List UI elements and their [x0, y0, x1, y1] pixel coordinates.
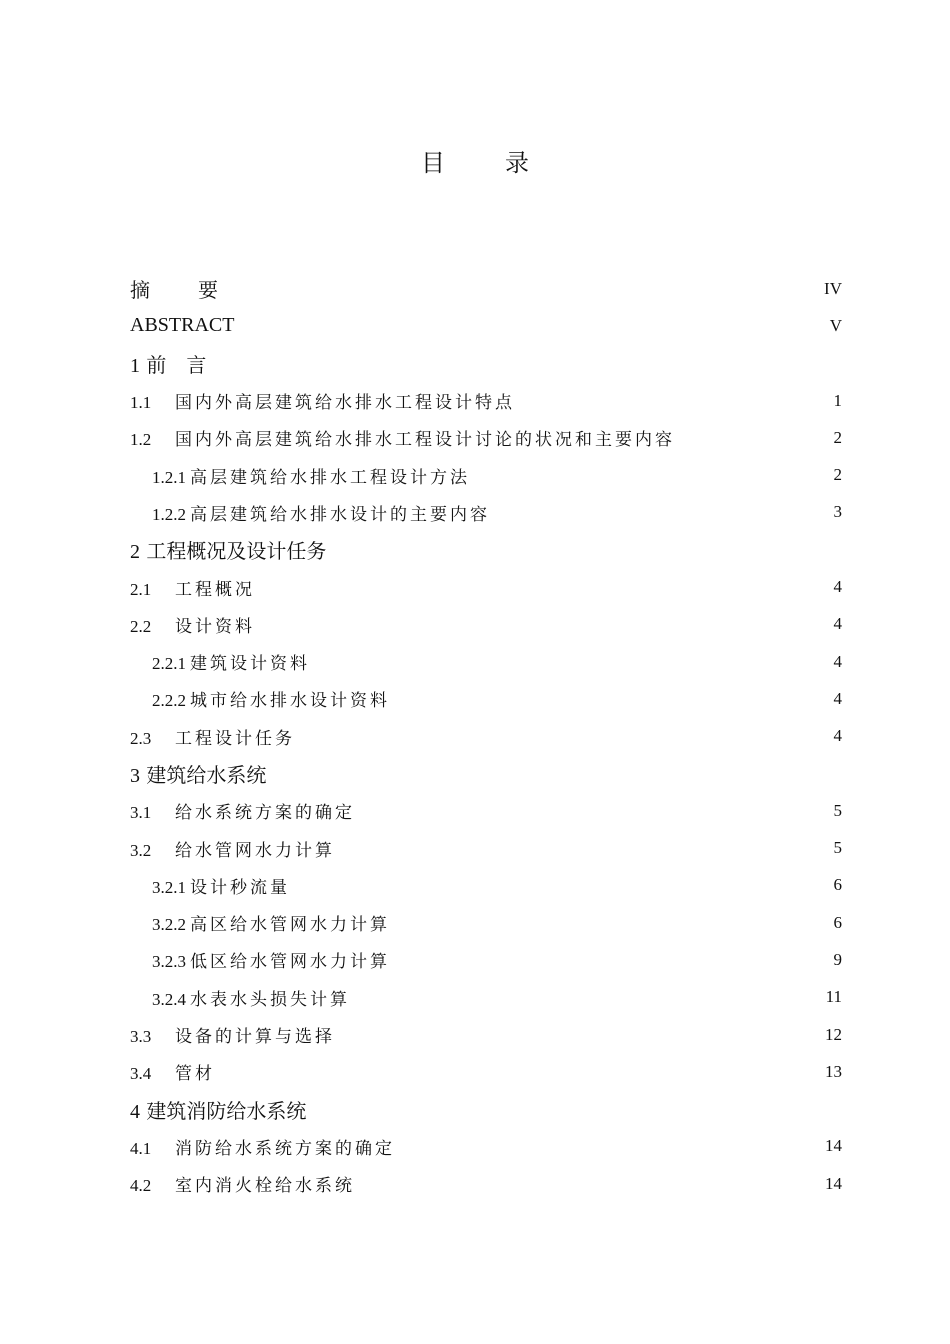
toc-entry-label: 管材	[175, 1064, 215, 1085]
toc-entry[interactable]	[130, 345, 842, 382]
toc-entry-title	[130, 1134, 395, 1159]
toc-entry-title	[130, 1171, 355, 1196]
toc-entry-page: 4	[833, 651, 842, 671]
toc-entry-label: 工程概况	[175, 579, 255, 600]
toc-entry-page: 5	[833, 800, 842, 820]
toc-entry[interactable]	[130, 829, 842, 866]
toc-entry[interactable]	[130, 494, 842, 531]
toc-entry-title	[130, 314, 234, 337]
toc-entry-label: 消防给水系统方案的确定	[175, 1138, 395, 1159]
toc-entry-page: IV	[824, 278, 842, 298]
toc-entry-label: 设计秒流量	[190, 877, 290, 898]
toc-entry-title	[130, 1022, 335, 1047]
page-title-char-1: 目	[421, 149, 445, 177]
toc-entry-number: 3.2.2	[152, 915, 186, 935]
toc-entry-label: 设计资料	[175, 616, 255, 637]
toc-entry-title	[130, 759, 266, 788]
toc-entry-page: 12	[825, 1024, 842, 1044]
toc-entry-title	[152, 463, 470, 488]
toc-entry-label: 建筑设计资料	[190, 654, 310, 675]
toc-entry-page: 1	[833, 390, 842, 410]
toc-entry[interactable]	[130, 979, 842, 1016]
toc-entry-label: ABSTRACT	[130, 314, 235, 337]
toc-entry-label: 高区给水管网水力计算	[190, 915, 390, 936]
toc-entry-page: 9	[833, 949, 842, 969]
toc-entry-title	[152, 985, 350, 1010]
toc-entry[interactable]	[130, 419, 842, 456]
toc-entry-label: 给水管网水力计算	[175, 840, 335, 861]
toc-entry-page: 3	[833, 502, 842, 522]
toc-entry[interactable]	[130, 1091, 842, 1128]
toc-entry-number: 2.1	[130, 579, 152, 599]
toc-entry-number: 3.2.3	[152, 952, 186, 972]
toc-entry-page: 4	[833, 726, 842, 746]
toc-entry[interactable]	[130, 270, 842, 307]
toc-entry-number: 4	[130, 1100, 140, 1123]
toc-entry-page: 2	[833, 427, 842, 447]
toc-entry-title	[130, 274, 232, 303]
toc-entry-page: 4	[833, 688, 842, 708]
toc-entry-title	[152, 649, 310, 674]
toc-entry-label: 室内消火栓给水系统	[175, 1176, 355, 1197]
toc-entry-page: 4	[833, 614, 842, 634]
toc-entry-title	[130, 724, 295, 749]
toc-entry-title	[130, 1059, 215, 1084]
toc-entry-number: 4.2	[130, 1176, 152, 1196]
toc-entry-title	[152, 686, 390, 711]
toc-entry-title	[130, 425, 675, 450]
toc-entry-label: 高层建筑给水排水工程设计方法	[190, 467, 470, 488]
toc-entry-label: 水表水头损失计算	[190, 989, 350, 1010]
toc-entry-number: 3.2.1	[152, 877, 186, 897]
toc-entry-title	[130, 388, 515, 413]
toc-entry-number: 2.2	[130, 616, 152, 636]
toc-entry[interactable]	[130, 792, 842, 829]
toc-entry-number: 1.2	[130, 430, 152, 450]
toc-entry-page: 6	[833, 875, 842, 895]
toc-entry-number: 4.1	[130, 1138, 152, 1158]
toc-entry-label: 工程设计任务	[175, 728, 295, 749]
toc-entry[interactable]	[130, 680, 842, 717]
page-title-char-2: 录	[505, 149, 529, 177]
toc-entry-page: 6	[833, 912, 842, 932]
page-title	[0, 146, 950, 180]
toc-entry-page: 14	[825, 1173, 842, 1193]
toc-entry[interactable]	[130, 718, 842, 755]
toc-entry[interactable]	[130, 382, 842, 419]
toc-entry[interactable]	[130, 307, 842, 344]
toc-entry-title	[130, 535, 326, 564]
toc-entry[interactable]	[130, 1053, 842, 1090]
toc-entry-number: 3.2	[130, 840, 152, 860]
toc-entry-number: 3.1	[130, 803, 152, 823]
toc-entry-title	[152, 873, 290, 898]
toc-entry-page: 14	[825, 1136, 842, 1156]
toc-entry-title	[130, 836, 335, 861]
toc-entry-number: 2.2.1	[152, 654, 186, 674]
toc-entry-page: 4	[833, 577, 842, 597]
toc-entry[interactable]	[130, 1016, 842, 1053]
toc-entry[interactable]	[130, 941, 842, 978]
toc-entry-label: 低区给水管网水力计算	[190, 952, 390, 973]
toc-entry-number: 3.4	[130, 1064, 152, 1084]
toc-entry[interactable]	[130, 456, 842, 493]
toc-entry-label: 工程概况及设计任务	[146, 539, 327, 564]
toc-entry-title	[130, 349, 206, 378]
toc-entry-page: 2	[833, 465, 842, 485]
toc-entry-label: 设备的计算与选择	[175, 1027, 335, 1048]
toc-entry-number: 1.2.1	[152, 467, 186, 487]
toc-entry-label: 国内外高层建筑给水排水工程设计讨论的状况和主要内容	[175, 430, 675, 451]
table-of-contents	[130, 270, 842, 1202]
toc-entry-number: 3.2.4	[152, 989, 186, 1009]
toc-entry-number: 1.1	[130, 393, 152, 413]
toc-entry-label: 给水系统方案的确定	[175, 803, 355, 824]
toc-entry[interactable]	[130, 606, 842, 643]
toc-entry-page: 13	[825, 1061, 842, 1081]
toc-entry[interactable]	[130, 1128, 842, 1165]
toc-entry[interactable]	[130, 1165, 842, 1202]
toc-entry-title	[130, 575, 255, 600]
toc-entry-title	[130, 1095, 306, 1124]
toc-entry-page: 11	[825, 987, 842, 1007]
toc-entry-number: 3	[130, 765, 140, 787]
toc-entry-page: V	[829, 315, 842, 335]
toc-entry-title	[130, 798, 355, 823]
toc-entry-label: 国内外高层建筑给水排水工程设计特点	[175, 393, 515, 414]
toc-entry[interactable]	[130, 755, 842, 792]
toc-entry-label: 摘 要	[130, 278, 232, 303]
toc-entry[interactable]	[130, 568, 842, 605]
toc-entry-title	[130, 612, 255, 637]
toc-entry-number: 2.2.2	[152, 691, 186, 711]
toc-entry-title	[152, 947, 390, 972]
toc-entry-label: 前 言	[146, 352, 207, 377]
toc-entry-title	[152, 500, 490, 525]
toc-entry[interactable]	[130, 643, 842, 680]
toc-entry-number: 1	[130, 354, 140, 377]
toc-entry[interactable]	[130, 867, 842, 904]
toc-entry-label: 城市给水排水设计资料	[190, 691, 390, 712]
toc-entry-title	[152, 910, 390, 935]
toc-entry[interactable]	[130, 531, 842, 568]
toc-entry-number: 3.3	[130, 1027, 152, 1047]
toc-entry-label: 建筑消防给水系统	[146, 1098, 307, 1123]
toc-entry-number: 2	[130, 541, 140, 564]
toc-entry-label: 建筑给水系统	[146, 763, 267, 787]
toc-entry-number: 2.3	[130, 728, 152, 748]
toc-entry-label: 高层建筑给水排水设计的主要内容	[190, 504, 490, 525]
toc-entry[interactable]	[130, 904, 842, 941]
toc-entry-number: 1.2.2	[152, 504, 186, 524]
toc-entry-page: 5	[833, 838, 842, 858]
